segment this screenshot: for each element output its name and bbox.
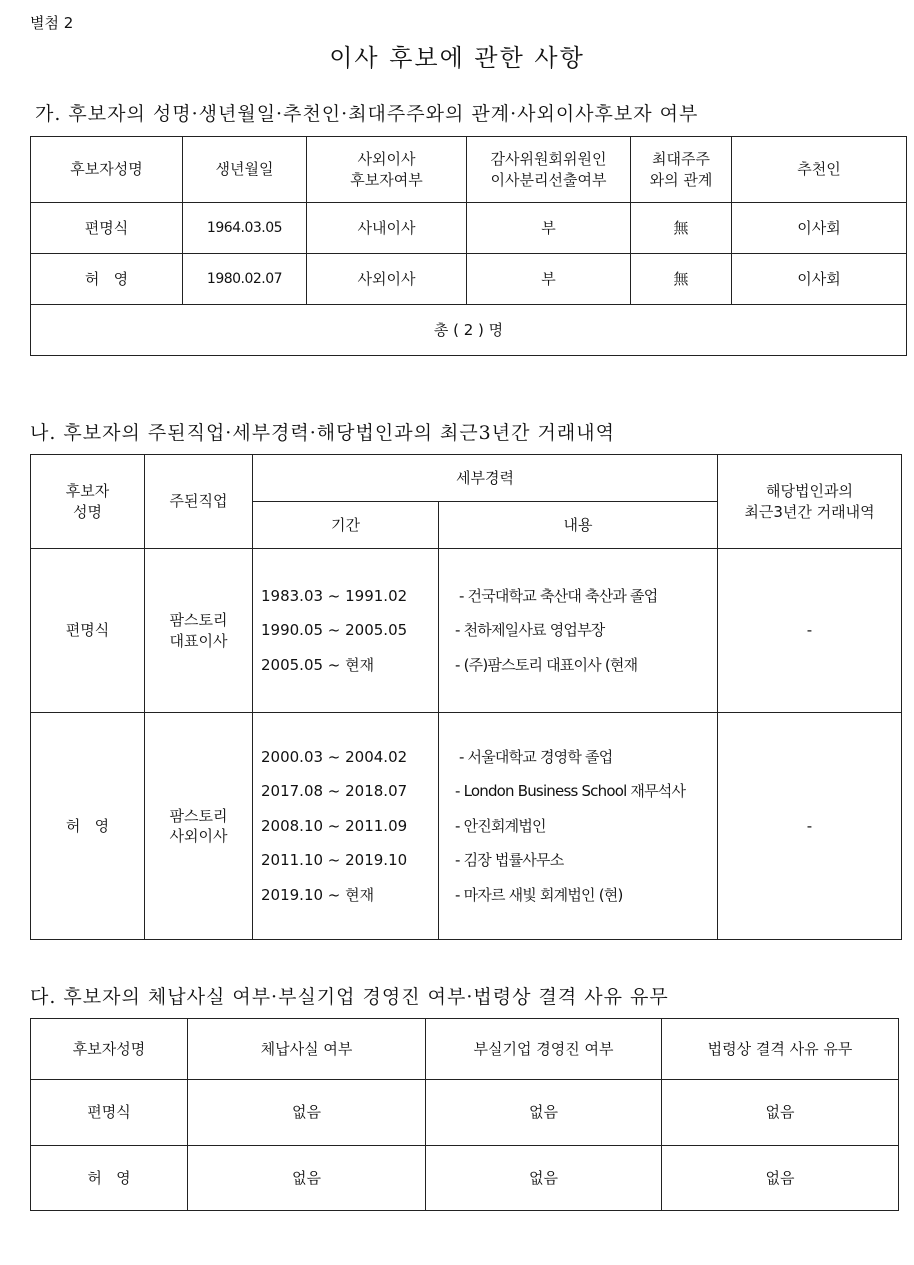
period-line: 2005.05 ~ 현재: [261, 655, 375, 674]
period-line: 2008.10 ~ 2011.09: [261, 816, 408, 835]
cell-disqualification: 없음: [662, 1146, 899, 1211]
header-career: 세부경력: [253, 455, 718, 502]
cell-audit: 부: [467, 203, 631, 254]
cell-contents: [439, 713, 718, 940]
content-line: - 김장 법률사무소: [455, 851, 564, 870]
cell-name: 허 영: [31, 254, 183, 305]
table-row: [31, 713, 902, 940]
total-count: 총 ( 2 ) 명: [31, 305, 907, 356]
header-major-shareholder: 최대주주 와의 관계: [631, 137, 732, 203]
content-line: - (주)팜스토리 대표이사 (현재: [455, 655, 638, 674]
cell-trade: -: [718, 713, 902, 940]
table-row: [31, 1080, 899, 1146]
attachment-label: 별첨 2: [30, 14, 74, 32]
header-insolvent: 부실기업 경영진 여부: [426, 1019, 662, 1080]
content-line: - London Business School 재무석사: [455, 782, 686, 801]
cell-arrears: 없음: [188, 1146, 426, 1211]
table-header-row: [31, 137, 907, 203]
content-line: - 건국대학교 축산대 축산과 졸업: [455, 586, 658, 605]
period-line: 1983.03 ~ 1991.02: [261, 586, 408, 605]
cell-periods: [253, 713, 439, 940]
content-line: - 마자르 새빛 회계법인 (현): [455, 885, 623, 904]
disqualification-table: [30, 1018, 899, 1211]
cell-relation: 無: [631, 254, 732, 305]
period-line: 2011.10 ~ 2019.10: [261, 851, 408, 870]
cell-audit: 부: [467, 254, 631, 305]
cell-trade: -: [718, 549, 902, 713]
header-outside-director: 사외이사 후보자여부: [307, 137, 467, 203]
table-header-row: [31, 1019, 899, 1080]
section-c-heading: 다. 후보자의 체납사실 여부·부실기업 경영진 여부·법령상 결격 사유 유무: [30, 986, 669, 1008]
career-table: [30, 454, 902, 940]
period-line: 1990.05 ~ 2005.05: [261, 621, 408, 640]
cell-insolvent: 없음: [426, 1080, 662, 1146]
cell-relation: 無: [631, 203, 732, 254]
cell-recommender: 이사회: [732, 254, 907, 305]
cell-job: 팜스토리 사외이사: [145, 713, 253, 940]
period-line: 2017.08 ~ 2018.07: [261, 782, 408, 801]
header-birth: 생년월일: [183, 137, 307, 203]
cell-name: 편명식: [31, 549, 145, 713]
cell-type: 사외이사: [307, 254, 467, 305]
header-name: 후보자성명: [31, 137, 183, 203]
cell-name: 편명식: [31, 1080, 188, 1146]
content-line: - 서울대학교 경영학 졸업: [455, 747, 613, 766]
cell-name: 허 영: [31, 1146, 188, 1211]
header-trade: 해당법인과의 최근3년간 거래내역: [718, 455, 902, 549]
cell-contents: [439, 549, 718, 713]
header-name: 후보자 성명: [31, 455, 145, 549]
header-disqualification: 법령상 결격 사유 유무: [662, 1019, 899, 1080]
cell-birth: 1964.03.05: [183, 203, 307, 254]
cell-insolvent: 없음: [426, 1146, 662, 1211]
table-header-row: [31, 455, 902, 502]
cell-type: 사내이사: [307, 203, 467, 254]
cell-birth: 1980.02.07: [183, 254, 307, 305]
header-job: 주된직업: [145, 455, 253, 549]
header-recommender: 추천인: [732, 137, 907, 203]
cell-arrears: 없음: [188, 1080, 426, 1146]
header-arrears: 체납사실 여부: [188, 1019, 426, 1080]
cell-periods: [253, 549, 439, 713]
table-row: [31, 203, 907, 254]
cell-disqualification: 없음: [662, 1080, 899, 1146]
cell-job: 팜스토리 대표이사: [145, 549, 253, 713]
table-row: [31, 549, 902, 713]
table-row: [31, 254, 907, 305]
page-title: 이사 후보에 관한 사항: [329, 44, 585, 72]
header-name: 후보자성명: [31, 1019, 188, 1080]
cell-recommender: 이사회: [732, 203, 907, 254]
total-row: [31, 305, 907, 356]
section-a-heading: 가. 후보자의 성명·생년월일·추천인·최대주주와의 관계·사외이사후보자 여부: [35, 103, 699, 125]
header-audit-committee: 감사위원회위원인 이사분리선출여부: [467, 137, 631, 203]
cell-name: 허 영: [31, 713, 145, 940]
content-line: - 천하제일사료 영업부장: [455, 621, 605, 640]
header-period: 기간: [253, 502, 439, 549]
cell-name: 편명식: [31, 203, 183, 254]
period-line: 2000.03 ~ 2004.02: [261, 747, 408, 766]
period-line: 2019.10 ~ 현재: [261, 885, 375, 904]
candidate-info-table: [30, 136, 907, 356]
table-row: [31, 1146, 899, 1211]
header-content: 내용: [439, 502, 718, 549]
content-line: - 안진회계법인: [455, 816, 546, 835]
section-b-heading: 나. 후보자의 주된직업·세부경력·해당법인과의 최근3년간 거래내역: [30, 422, 615, 444]
